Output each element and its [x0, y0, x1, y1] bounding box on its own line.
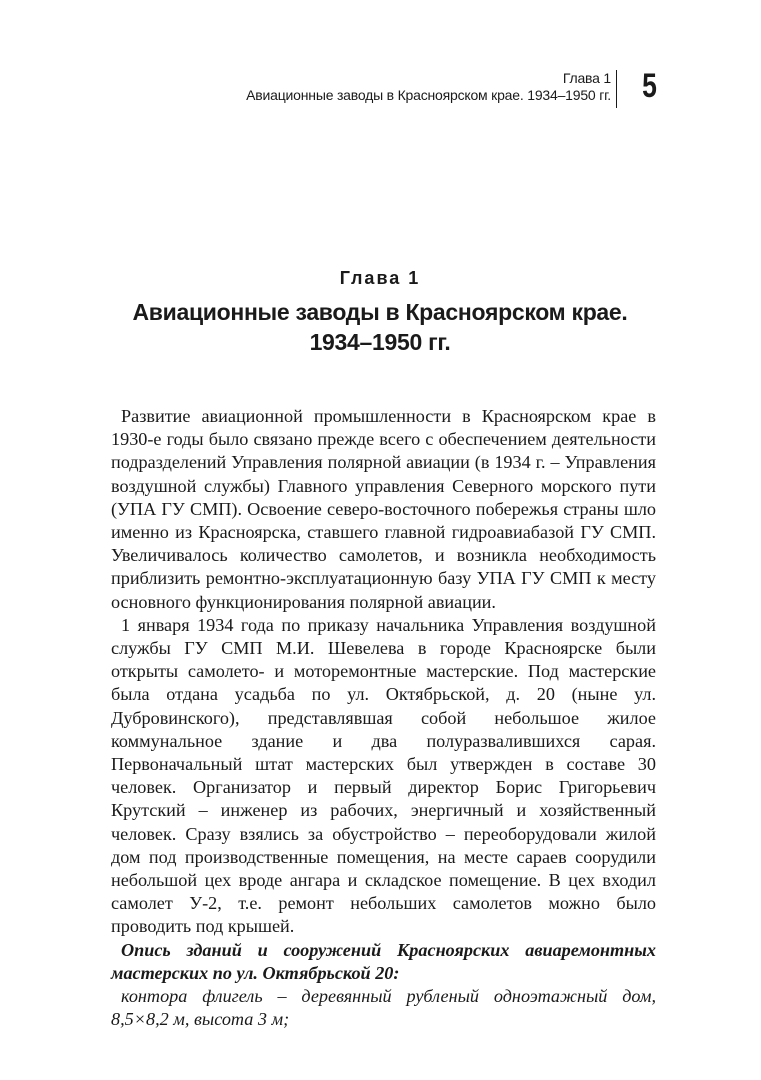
paragraph-1: Развитие авиационной промышленности в Красноярском крае в 1930-е годы было связано прежде всего с обеспечением деятельности подразделений Управления полярной авиации (в 1934 г. – Управления воздушной службы) Главного управления Северного морского пути (УПА ГУ СМП). Освоение северо-восточного побережья страны шло именно из Красноярска, ставшего главной гидроавиабазой ГУ СМП. Увеличивалось количество самолетов, и возникла необходимость приблизить ремонтно-эксплуатационную базу УПА ГУ СМП к месту основного функционирования полярной авиации. [111, 406, 656, 612]
paragraph-2: 1 января 1934 года по приказу начальника Управления воздушной службы ГУ СМП М.И. Шевелева в городе Красноярске были открыты самолето- и моторемонтные мастерские. Под мастерские была отдана усадьба по ул. Октябрьской, д. 20 (ныне ул. Дубровинского), представлявшая собой небольшое жилое коммунальное здание и два полуразвалившихся сарая. Первоначальный штат мастерских был утвержден в составе 30 человек. Организатор и первый директор Борис Григорьевич Крутский – инженер из рабочих, энергичный и хозяйственный человек. Сразу взялись за обустройство – переоборудовали жилой дом под производственные помещения, на месте сараев соорудили небольшой цех вроде ангара и складское помещение. В цех входил самолет У-2, т.е. ремонт небольших самолетов можно было проводить под крышей. [111, 614, 656, 937]
page-number: 5 [642, 67, 657, 105]
chapter-title-line-1: Авиационные заводы в Красноярском крае. [132, 299, 628, 325]
chapter-label: Глава 1 [339, 268, 421, 288]
running-head-rule [616, 70, 617, 108]
chapter-title [110, 297, 650, 357]
inventory-heading: Опись зданий и сооружений Красноярских авиаремонтных мастерских по ул. Октябрьской 20: [111, 939, 656, 983]
running-head-chapter: Глава 1 [562, 70, 611, 86]
body-text [111, 405, 656, 1031]
inventory-item: контора флигель – деревянный рубленый одноэтажный дом, 8,5×8,2 м, высота 3 м; [111, 986, 656, 1030]
running-head [191, 70, 611, 104]
chapter-title-line-2: 1934–1950 гг. [309, 329, 451, 355]
running-head-title: Авиационные заводы в Красноярском крае. 1934–1950 гг. [246, 87, 611, 103]
